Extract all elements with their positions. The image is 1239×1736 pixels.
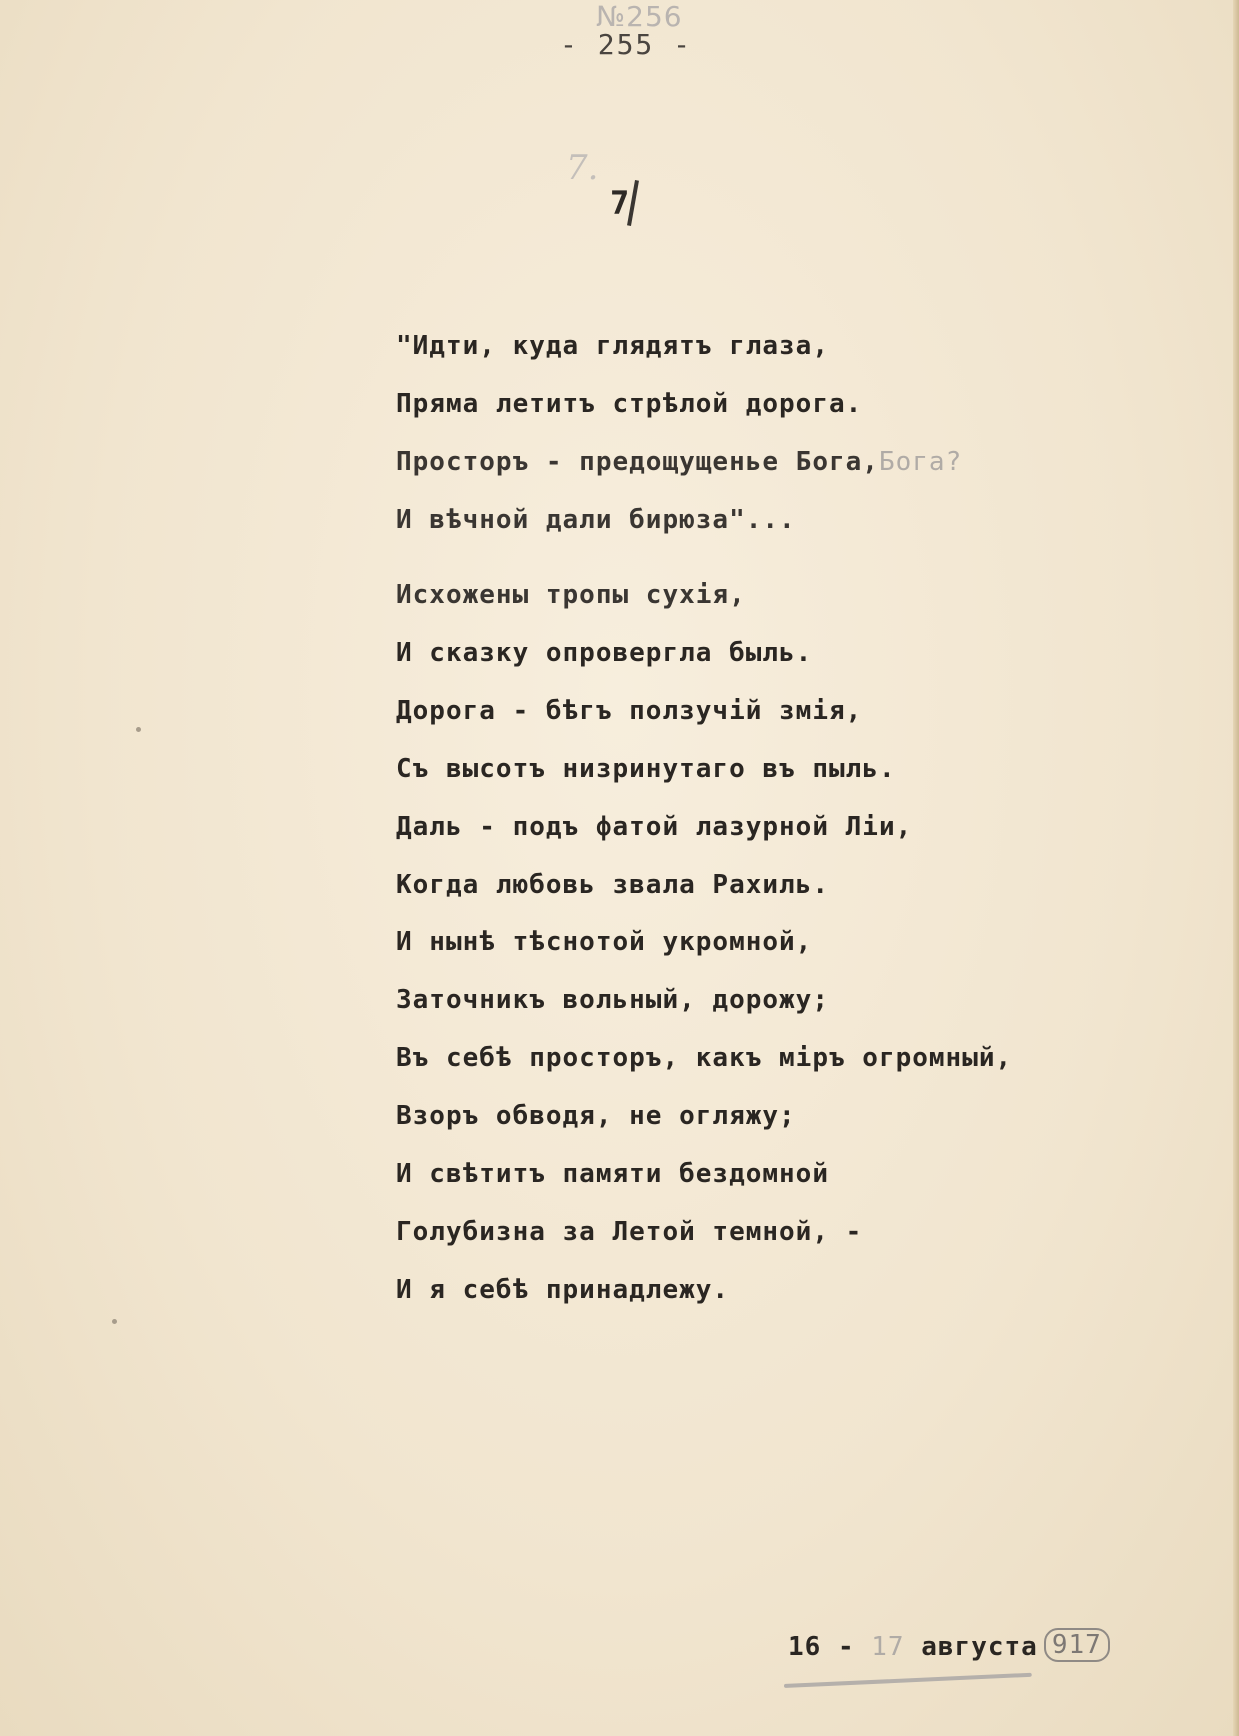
poem-line: И свѣтитъ памяти бездомной (396, 1159, 829, 1189)
poem-line: Въ себѣ просторъ, какъ міръ огромный, (396, 1043, 1013, 1073)
poem-line: Даль - подъ фатой лазурной Ліи, (396, 812, 913, 842)
poem-line-text: Просторъ - предощущенье Бога, (396, 447, 879, 477)
poem-line: Заточникъ вольный, дорожу; (396, 985, 829, 1015)
pencil-poem-number: 7. (566, 148, 599, 188)
poem-line: Когда любовь звала Рахиль. (396, 870, 829, 900)
poem-line: "Идти, куда глядятъ глаза, (396, 331, 829, 361)
poem-line: И сказку опровергла быль. (396, 638, 813, 668)
paper-speck (112, 1319, 117, 1324)
date-day-start: 16 (788, 1632, 822, 1662)
date-day-end: 17 (871, 1632, 905, 1662)
poem-line: Пряма летитъ стрѣлой дорога. (396, 389, 863, 419)
paper-speck (136, 727, 141, 732)
poem-line: Взоръ обводя, не огляжу; (396, 1101, 796, 1131)
poem-number-value: 7 (610, 184, 630, 222)
poem-line: Голубизна за Летой темной, - (396, 1217, 863, 1247)
archive-prefix-mark: № (596, 0, 627, 33)
poem-line: Исхожены тропы сухія, (396, 580, 746, 610)
stanza-1 (396, 317, 962, 549)
poem-number (610, 180, 635, 226)
date-separator: - (837, 1632, 855, 1662)
poem-line: И вѣчной дали бирюза"... (396, 505, 796, 535)
date-year: 917 (1044, 1628, 1110, 1662)
poem-line: И нынѣ тѣснотой укромной, (396, 927, 813, 957)
poem-line (396, 433, 962, 491)
archive-number-value: 256 (626, 0, 683, 33)
pencil-underline (784, 1673, 1032, 1688)
stanza-2 (396, 566, 912, 914)
poem-line: Съ высотъ низринутаго въ пыль. (396, 754, 896, 784)
page-number: - 255 - (560, 28, 693, 61)
date-month: августа (921, 1632, 1038, 1662)
poem-line: И я себѣ принадлежу. (396, 1275, 730, 1305)
pencil-variant: Бога? (878, 447, 963, 477)
stanza-3 (396, 913, 1012, 1319)
poem-date (788, 1627, 1110, 1667)
poem-line: Дорога - бѣгъ ползучій змія, (396, 696, 863, 726)
